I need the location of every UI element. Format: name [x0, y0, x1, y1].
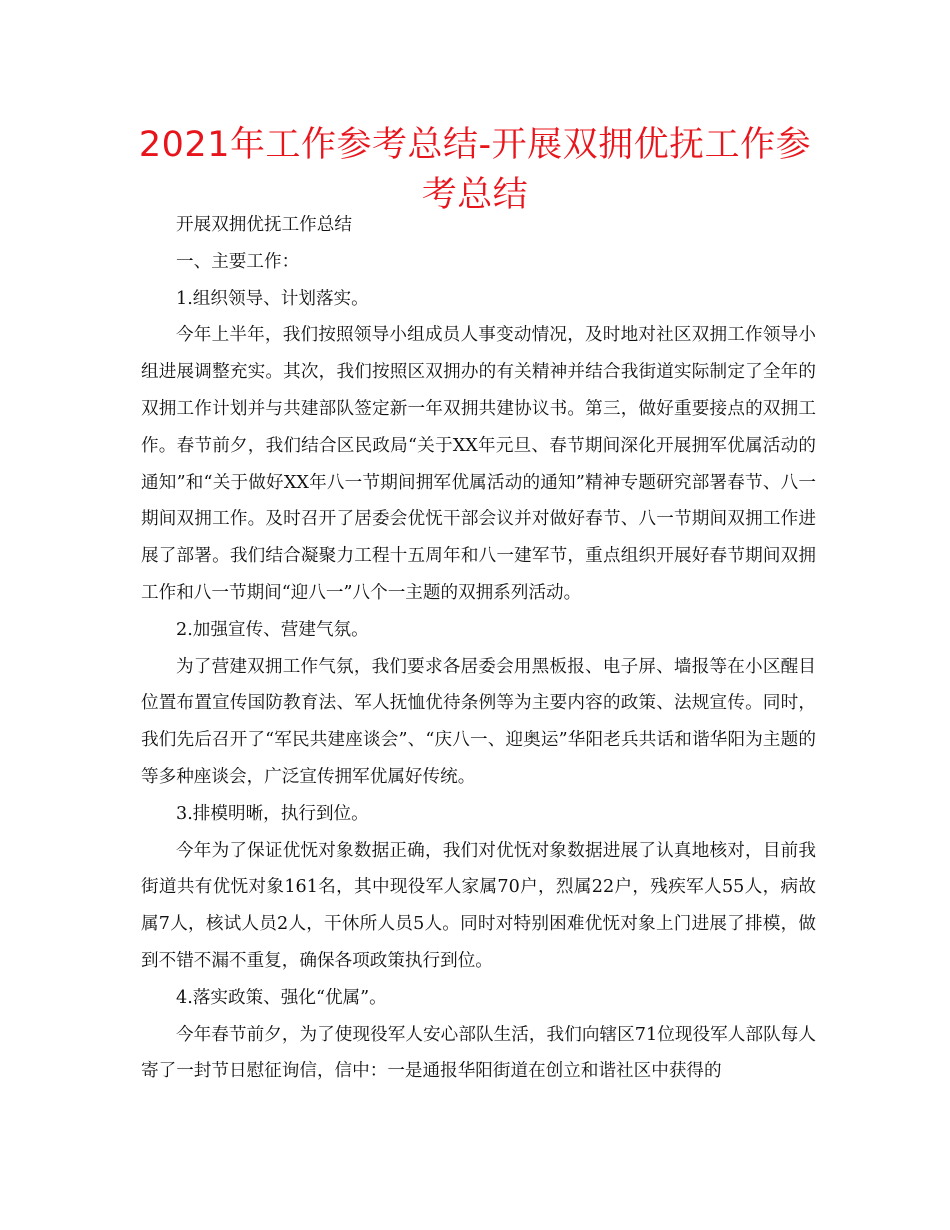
document-title: 2021年工作参考总结-开展双拥优抚工作参考总结 [138, 125, 812, 215]
subsection-heading: 2.加强宣传、营建气氛。 [176, 619, 369, 640]
body-paragraph: 今年为了保证优怃对象数据正确，我们对优怃对象数据进展了认真地核对，目前我街道共有优怃对象161名，其中现役军人家属70户，烈属22户，残疾军人55人，病故属7人，核试人员2人，干休所人员5人。同时对特别困难优怃对象上门进展了排模，做到不错不漏不重复，确保各项政策执行到位。 [141, 840, 816, 971]
document-body [141, 207, 816, 1090]
subsection-heading: 3.排模明晰，执行到位。 [176, 803, 369, 824]
body-paragraph: 今年上半年，我们按照领导小组成员人事变动情况，及时地对社区双拥工作领导小组进展调整充实。其次，我们按照区双拥办的有关精神并结合我街道实际制定了全年的双拥工作计划并与共建部队签定新一年双拥共建协议书。第三，做好重要接点的双拥工作。春节前夕，我们结合区民政局“关于XX年元旦、春节期间深化开展拥军优属活动的通知”和“关于做好XX年八一节期间拥军优属活动的通知”精神专题研究部署春节、八一期间双拥工作。及时召开了居委会优怃干部会议并对做好春节、八一节期间双拥工作进展了部署。我们结合凝聚力工程十五周年和八一建军节，重点组织开展好春节期间双拥工作和八一节期间“迎八一”八个一主题的双拥系列活动。 [141, 325, 816, 603]
subsection-heading: 4.落实政策、强化“优属”。 [176, 987, 387, 1008]
body-paragraph: 开展双拥优抚工作总结 [176, 215, 352, 235]
subsection-heading: 1.组织领导、计划落实。 [176, 288, 369, 309]
body-paragraph: 今年春节前夕，为了使现役军人安心部队生活，我们向辖区71位现役军人部队每人寄了一封节日慰征询信，信中：一是通报华阳街道在创立和谐社区中获得的 [141, 1024, 816, 1082]
section-heading: 一、主要工作： [176, 251, 300, 272]
body-paragraph: 为了营建双拥工作气氛，我们要求各居委会用黑板报、电子屏、墙报等在小区醒目位置布置宣传国防教育法、军人抚恤优待条例等为主要内容的政策、法规宣传。同时，我们先后召开了“军民共建座谈会”、“庆八一、迎奥运”华阳老兵共话和谐华阳为主题的等多种座谈会，广泛宣传拥军优属好传统。 [141, 656, 816, 787]
